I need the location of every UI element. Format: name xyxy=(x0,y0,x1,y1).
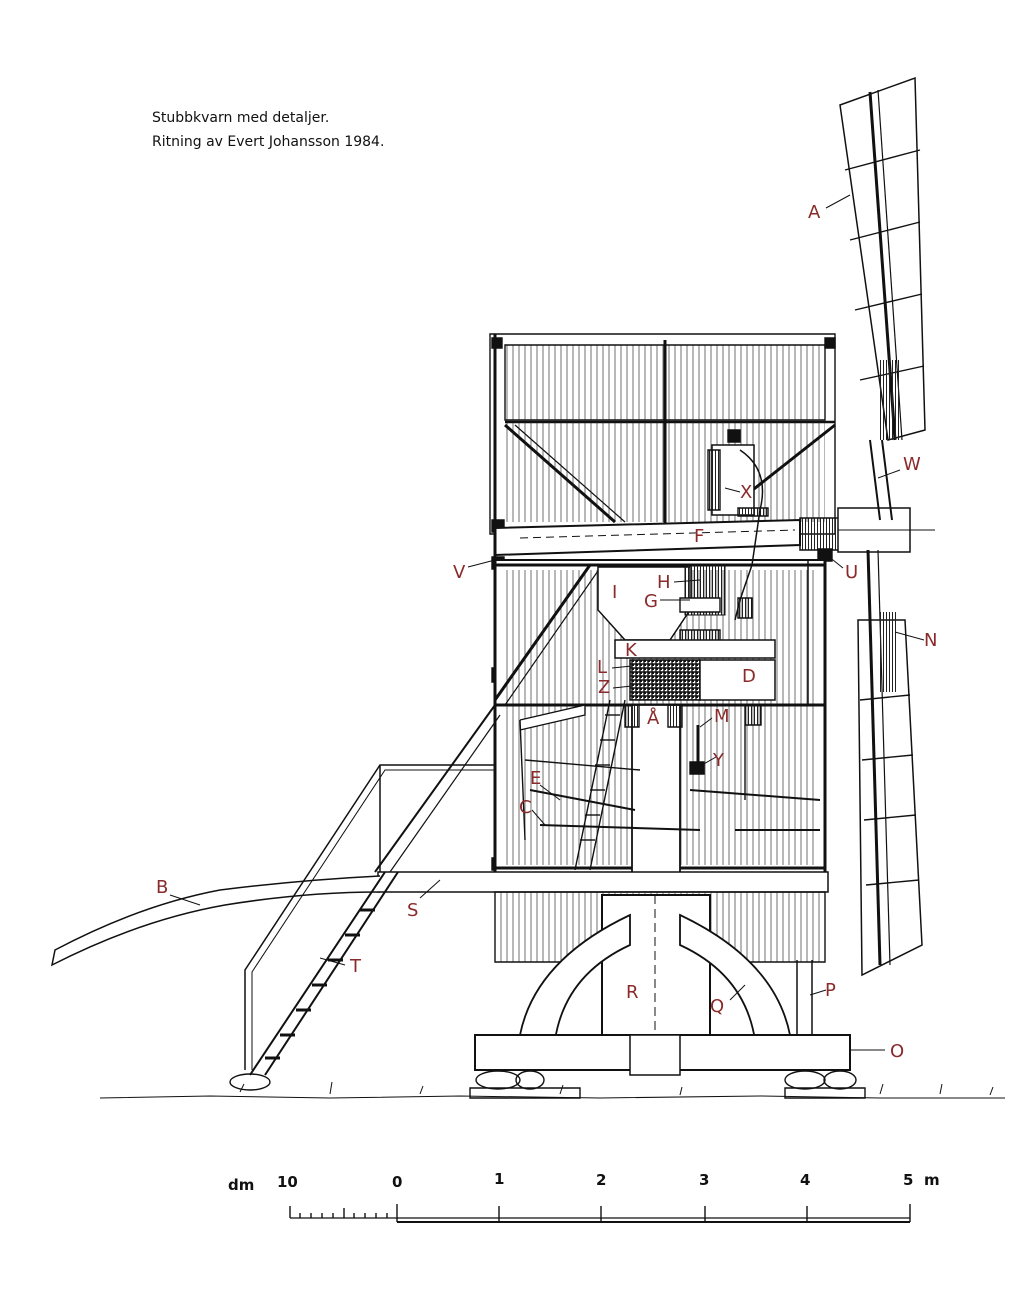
scale-unit-dm: dm xyxy=(228,1176,255,1194)
label-C: C xyxy=(519,797,532,818)
label-B: B xyxy=(156,877,169,898)
label-U: U xyxy=(845,562,859,583)
label-Q: Q xyxy=(710,996,725,1017)
scale-tick-4: 4 xyxy=(800,1171,811,1189)
label-D: D xyxy=(742,666,756,687)
scale-unit-m: m xyxy=(924,1171,940,1189)
scale-tick-5: 5 xyxy=(903,1171,914,1189)
label-L: L xyxy=(597,657,608,678)
label-W: W xyxy=(903,454,921,475)
ground-line xyxy=(100,1082,1005,1098)
scale-tick-1: 1 xyxy=(494,1170,505,1188)
label-Y: Y xyxy=(713,750,724,771)
caption-credit: Ritning av Evert Johansson 1984. xyxy=(152,134,385,150)
label-Z: Z xyxy=(598,677,611,698)
label-X: X xyxy=(740,482,753,503)
label-H: H xyxy=(657,572,671,593)
label-S: S xyxy=(407,900,419,921)
label-E: E xyxy=(530,768,542,789)
label-N: N xyxy=(924,630,938,651)
label-A: A xyxy=(808,202,821,223)
scale-tick-10: 10 xyxy=(277,1173,298,1191)
label-K: K xyxy=(625,640,637,661)
label-P: P xyxy=(825,980,836,1001)
label-O: O xyxy=(890,1041,905,1062)
label-V: V xyxy=(453,562,466,583)
label-G: G xyxy=(644,591,658,612)
label-R: R xyxy=(626,982,639,1003)
label-I: I xyxy=(612,582,618,603)
scale-tick-3: 3 xyxy=(699,1171,710,1189)
label-Aring: Å xyxy=(647,708,660,729)
label-T: T xyxy=(350,956,361,977)
scale-bar xyxy=(228,1170,940,1222)
scale-tick-0: 0 xyxy=(392,1173,403,1191)
label-M: M xyxy=(714,706,730,727)
scale-tick-2: 2 xyxy=(596,1171,607,1189)
label-F: F xyxy=(694,526,705,547)
caption-title: Stubbkvarn med detaljer. xyxy=(152,110,330,126)
